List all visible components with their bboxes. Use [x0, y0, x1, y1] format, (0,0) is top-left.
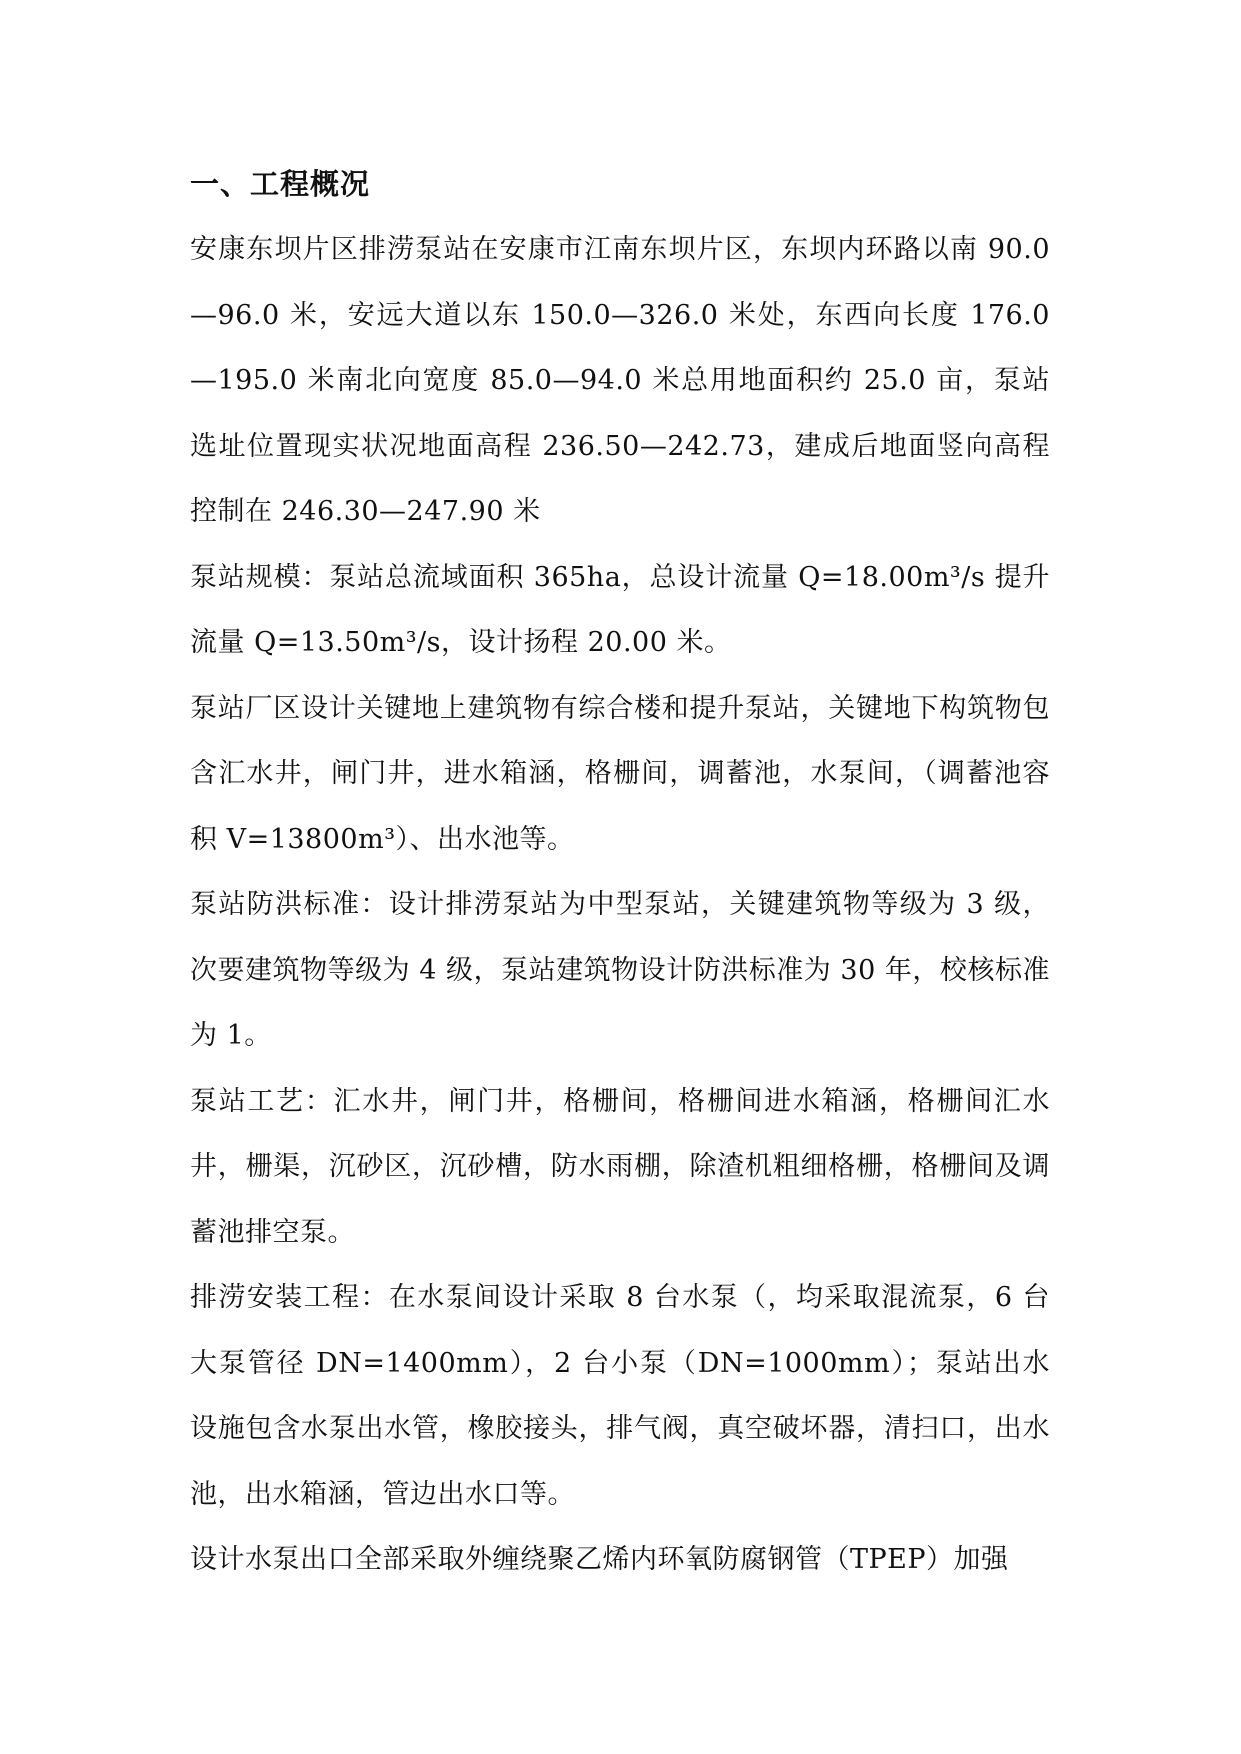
paragraph-installation: 排涝安装工程：在水泵间设计采取 8 台水泵（，均采取混流泵，6 台大泵管径 DN=1400mm），2 台小泵（DN=1000mm）；泵站出水设施包含水泵出水管，橡胶接头，排气阀，真空破坏器，清扫口，出水池，出水箱涵，管边出水口等。: [190, 1282, 1050, 1510]
paragraph-process: 泵站工艺：汇水井，闸门井，格栅间，格栅间进水箱涵，格栅间汇水井，栅渠，沉砂区，沉砂槽，防水雨棚，除渣机粗细格栅，格栅间及调蓄池排空泵。: [190, 1085, 1050, 1248]
paragraph-project-location: 安康东坝片区排涝泵站在安康市江南东坝片区，东坝内环路以南 90.0—96.0 米，安远大道以东 150.0—326.0 米处，东西向长度 176.0—195.0 米南北向宽度 85.0—94.0 米总用地面积约 25.0 亩，泵站选址位置现实状况地面高程 236.50—242.73，建成后地面竖向高程控制在 246.30—247.90 米: [190, 234, 1050, 527]
paragraph-pump-scale: 泵站规模：泵站总流域面积 365ha，总设计流量 Q=18.00m³/s 提升流量 Q=13.50m³/s，设计扬程 20.00 米。: [190, 561, 1050, 658]
paragraph-pipe-design: 设计水泵出口全部采取外缠绕聚乙烯内环氧防腐钢管（TPEP）加强: [190, 1544, 1009, 1575]
section-heading: 一、工程概况: [190, 167, 371, 201]
paragraph-structures: 泵站厂区设计关键地上建筑物有综合楼和提升泵站，关键地下构筑物包含汇水井，闸门井，进水箱涵，格栅间，调蓄池，水泵间，（调蓄池容积 V=13800m³）、出水池等。: [190, 692, 1050, 855]
document-body: [190, 157, 1050, 1593]
paragraph-flood-standard: 泵站防洪标准：设计排涝泵站为中型泵站，关键建筑物等级为 3 级，次要建筑物等级为 4 级，泵站建筑物设计防洪标准为 30 年，校核标准为 1。: [190, 889, 1050, 1051]
